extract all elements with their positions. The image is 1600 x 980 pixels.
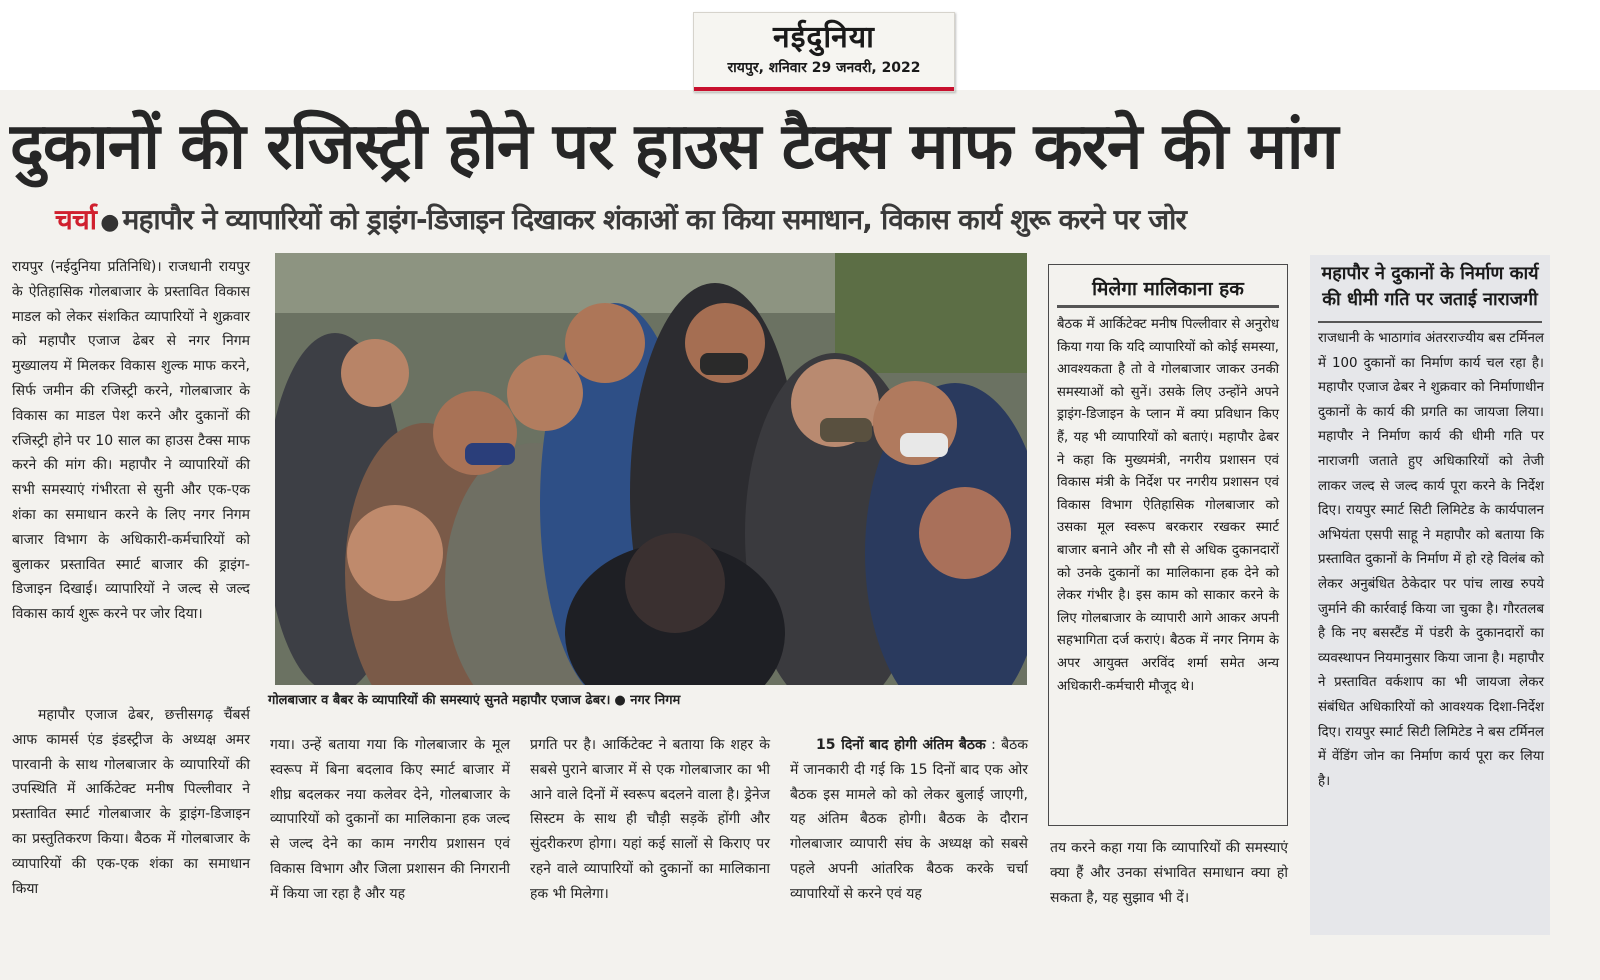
article-paragraph: : बैठक में जानकारी दी गई कि 15 दिनों बाद एक ओर बैठक इस मामले को को लेकर बुलाई जाएगी, यह अंतिम बैठक होगी। बैठक के दौरान गोलबाजार व्यापारी संघ के अध्यक्ष को सबसे पहले अपनी आंतरिक बैठक करके चर्चा व्यापारियों से करने एवं यह [790,737,1028,902]
box-body: राजधानी के भाठागांव अंतरराज्यीय बस टर्मिनल में 100 दुकानों का निर्माण कार्य चल रहा है। महापौर एजाज ढेबर ने शुक्रवार को निर्माणाधीन दुकानों के कार्य की प्रगति का जायजा लिया। महापौर ने निर्माण कार्य की धीमी गति पर नाराजगी जताते हुए अधिकारियों को तेजी लाकर जल्द से जल्द कार्य पूरा करने के निर्देश दिए। रायपुर स्मार्ट सिटी लिमिटेड के कार्यपालन अभियंता एसपी साहू ने महापौर को बताया कि प्रस्तावित दुकानों के निर्माण में हो रहे विलंब को लेकर अनुबंधित ठेकेदार पर पांच लाख रुपये जुर्माने की कार्रवाई किया जा चुका है। गौरतलब है कि नए बसस्टैंड में पंडरी के दुकानदारों का व्यवस्थापन नियमानुसार किया जाना है। महापौर ने प्रस्तावित वर्कशाप का भी जायजा लेकर संबंधित अधिकारियों को आवश्यक दिशा-निर्देश दिए। रायपुर स्मार्ट सिटी लिमिटेड ने बस टर्मिनल में वेंडिंग जोन का निर्माण कार्य पूरा कर लिया है। [1318,331,1545,789]
newspaper-logo: नईदुनिया [773,20,875,55]
box-body: बैठक में आर्किटेक्ट मनीष पिल्लीवार से अनुरोध किया गया कि यदि व्यापारियों को कोई समस्या, आवश्यकता है तो वे गोलबाजार जाकर उनकी समस्याओं को सुनें। उसके लिए उन्होंने अपने ड्राइंग-डिजाइन के प्लान में क्या प्रविधान किए हैं, यह भी व्यापारियों को बताएं। महापौर ढेबर ने कहा कि मुख्यमंत्री, नगरीय प्रशासन एवं विकास मंत्री के निर्देश पर नगरीय प्रशासन एवं विकास विभाग ऐतिहासिक गोलबाजार को उसका मूल स्वरूप बरकरार रखकर स्मार्ट बाजार बनाने और नौ सौ से अधिक दुकानदारों को उनके दुकानों का मालिकाना हक देने को लेकर गंभीर है। इस काम को साकार करने के लिए गोलबाजार के व्यापारी आगे आकर अपनी सहभागिता दर्ज कराएं। बैठक में नगर निगम के अपर आयुक्त अरविंद शर्मा समेत अन्य अधिकारी-कर्मचारी मौजूद थे। [1057,317,1279,694]
article-paragraph: गया। उन्हें बताया गया कि गोलबाजार के मूल स्वरूप में बिना बदलाव किए स्मार्ट बाजार में शीघ्र बदलकर नया कलेवर देने, गोलबाजार के व्यापारियों को दुकानों का मालिकाना हक जल्द से जल्द देने का काम नगरीय प्रशासन एवं विकास विभाग और जिला प्रशासन की निगरानी में किया जा रहा है और यह [270,737,510,902]
article-column-left-lower [12,703,250,901]
box-title: मिलेगा मालिकाना हक [1092,278,1244,300]
crowd-photo-illustration [275,253,1027,685]
sidebar-box-mayor [1310,255,1550,935]
photo-caption [268,690,1030,708]
subheadline-text: महापौर ने व्यापारियों को ड्राइंग-डिजाइन दिखाकर शंकाओं का किया समाधान, विकास कार्य शुरू करने पर जोर [122,203,1187,236]
masthead-rule [694,87,954,91]
box-rule [1057,305,1279,308]
sidebar-box-ownership [1048,264,1288,826]
dateline: रायपुर, शनिवार 29 जनवरी, 2022 [727,60,921,76]
article-column-left [12,255,250,627]
headline: दुकानों की रजिस्ट्री होने पर हाउस टैक्स माफ करने की मांग [10,110,1338,184]
article-paragraph: महापौर एजाज ढेबर, छत्तीसगढ़ चैंबर्स आफ कामर्स एंड इंडस्ट्रीज के अध्यक्ष अमर पारवानी के साथ गोलबाजार के व्यापारियों की उपस्थिति में आर्किटेक्ट मनीष पिल्लीवार ने प्रस्तावित स्मार्ट गोलबाजार के ड्राइंग-डिजाइन का प्रस्तुतिकरण किया। बैठक में गोलबाजार के व्यापारियों की एक-एक शंका का समाधान किया [12,707,250,897]
article-column-3 [530,733,770,907]
article-column-2 [270,733,510,907]
photo-credit: ● नगर निगम [614,693,681,708]
masthead [693,12,955,92]
section-subhead: 15 दिनों बाद होगी अंतिम बैठक [816,737,986,753]
article-paragraph: रायपुर (नईदुनिया प्रतिनिधि)। राजधानी रायपुर के ऐतिहासिक गोलबाजार के प्रस्तावित विकास माडल को लेकर संशकित व्यापारियों ने शुक्रवार को महापौर एजाज ढेबर से नगर निगम मुख्यालय में मिलकर विकास शुल्क माफ करने, सिर्फ जमीन की रजिस्ट्री करने, गोलबाजार के विकास का माडल पेश करने और दुकानों की रजिस्ट्री होने पर 10 साल का हाउस टैक्स माफ करने की मांग की। महापौर ने व्यापारियों की सभी समस्याएं गंभीरता से सुनी और एक-एक शंका का समाधान करने के लिए नगर निगम बाजार विभाग के अधिकारी-कर्मचारियों को बुलाकर प्रस्तावित स्मार्ट बाजार की ड्राइंग-डिजाइन दिखाई। व्यापारियों ने जल्द से जल्द विकास कार्य शुरू करने पर जोर दिया। [12,259,250,623]
caption-text: गोलबाजार व बैबर के व्यापारियों की समस्याएं सुनते महापौर एजाज ढेबर। [268,693,611,708]
news-photo [275,253,1027,685]
box-title: महापौर ने दुकानों के निर्माण कार्य की धीमी गति पर जताई नाराजगी [1321,263,1539,310]
article-paragraph: तय करने कहा गया कि व्यापारियों की समस्याएं क्या हैं और उनका संभावित समाधान क्या हो सकता है, यह सुझाव भी दें। [1050,840,1288,906]
article-paragraph: प्रगति पर है। आर्किटेक्ट ने बताया कि शहर के सबसे पुराने बाजार में से एक गोलबाजार का भी आने वाले दिनों में स्वरूप बदलने वाला है। ड्रेनेज सिस्टम के साथ ही चौड़ी सड़कें होंगी और सुंदरीकरण होगा। यहां कई सालों से किराए पर रहने वाले व्यापारियों को दुकानों का मालिकाना हक भी मिलेगा। [530,737,770,902]
subheadline [55,200,1555,238]
bullet-icon: ● [100,210,119,235]
article-column-4 [790,733,1028,907]
box-rule [1318,321,1542,323]
article-column-5 [1050,836,1288,910]
kicker-label: चर्चा [55,203,97,236]
